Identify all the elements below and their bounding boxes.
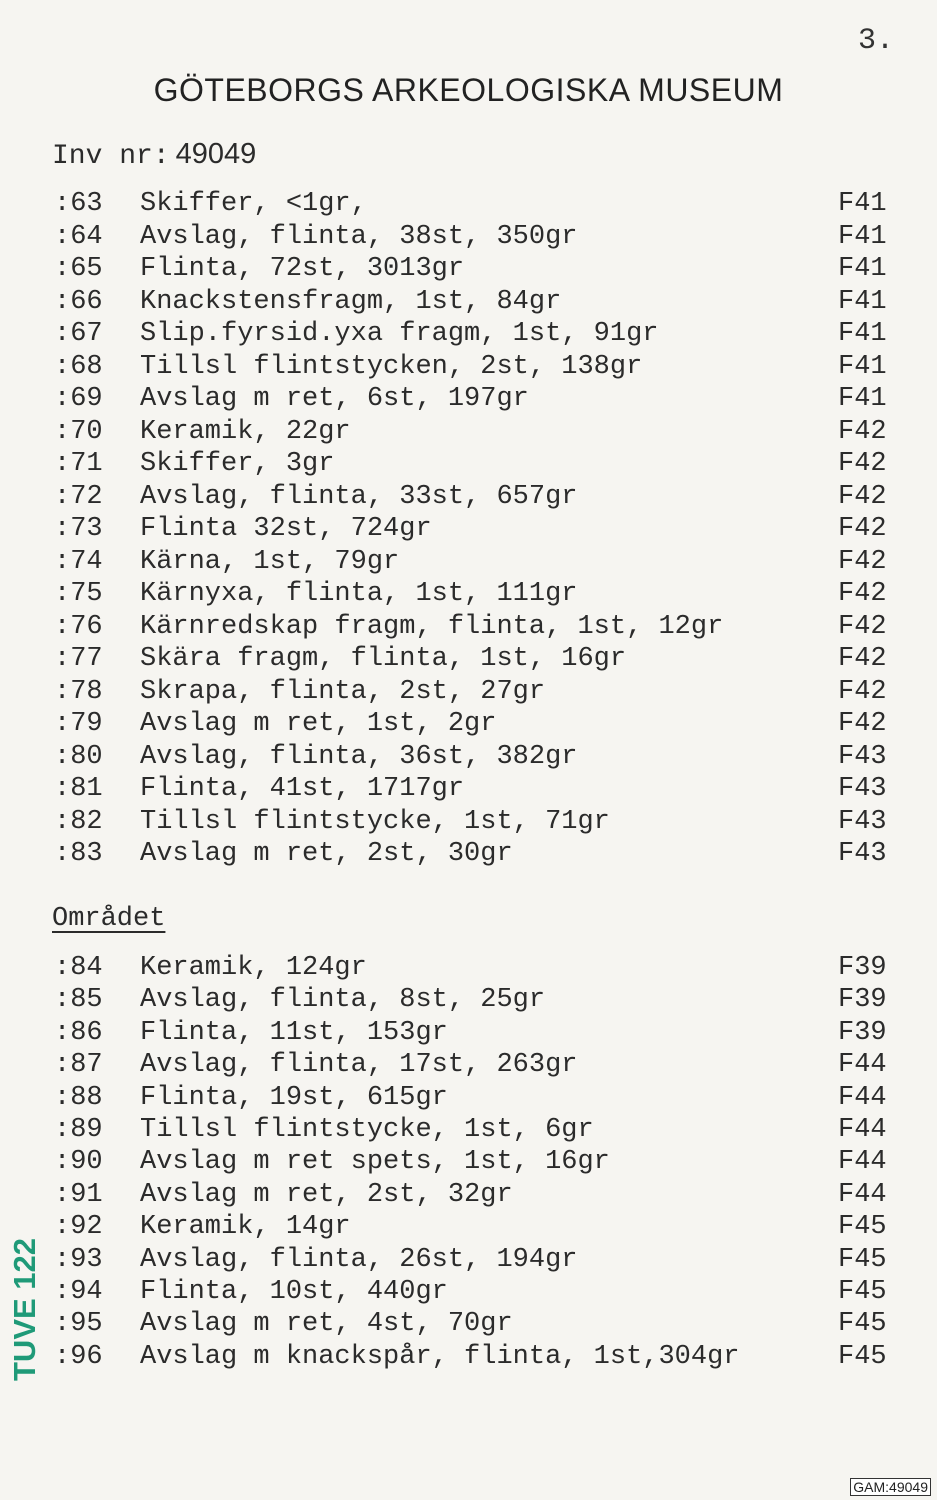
item-number: :73: [54, 514, 103, 544]
item-description: Flinta, 19st, 615gr: [140, 1082, 448, 1113]
item-code: F41: [838, 189, 887, 219]
item-description: Avslag, flinta, 26st, 194gr: [140, 1244, 578, 1275]
item-number: :84: [54, 953, 103, 983]
item-code: F41: [838, 384, 887, 414]
item-code: F43: [838, 839, 887, 869]
list-item: [0, 448, 937, 480]
item-description: Avslag, flinta, 36st, 382gr: [140, 741, 578, 772]
item-number: :82: [54, 806, 103, 837]
list-item: [0, 1082, 937, 1114]
item-number: :69: [54, 384, 103, 414]
list-item: [0, 984, 937, 1016]
item-description: Keramik, 124gr: [140, 953, 367, 983]
item-description: Avslag, flinta, 38st, 350gr: [140, 221, 578, 252]
item-number: :64: [54, 221, 103, 252]
item-number: :72: [54, 481, 103, 512]
item-description: Tillsl flintstycke, 1st, 6gr: [140, 1115, 594, 1145]
item-number: :68: [54, 351, 103, 382]
item-description: Tillsl flintstycken, 2st, 138gr: [140, 351, 643, 382]
page-number: 3.: [858, 24, 895, 58]
item-description: Avslag, flinta, 33st, 657gr: [140, 481, 578, 512]
item-code: F41: [838, 254, 887, 284]
item-description: Avslag m ret, 2st, 32gr: [140, 1179, 513, 1210]
list-item: [0, 286, 937, 318]
reference-id: GAM:49049: [850, 1478, 931, 1496]
item-description: Flinta, 72st, 3013gr: [140, 254, 465, 284]
item-description: Flinta, 11st, 153gr: [140, 1017, 448, 1048]
list-item: [0, 773, 937, 805]
item-number: :71: [54, 449, 103, 479]
item-description: Skära fragm, flinta, 1st, 16gr: [140, 644, 627, 674]
list-item: [0, 318, 937, 350]
item-number: :83: [54, 839, 103, 869]
item-code: F39: [838, 953, 887, 983]
item-number: :81: [54, 774, 103, 804]
item-number: :63: [54, 189, 103, 219]
list-item: [0, 708, 937, 740]
item-description: Flinta, 10st, 440gr: [140, 1277, 448, 1307]
item-number: :94: [54, 1277, 103, 1307]
item-description: Flinta, 41st, 1717gr: [140, 774, 465, 804]
item-code: F39: [838, 1017, 887, 1048]
list-item: [0, 611, 937, 643]
item-code: F42: [838, 481, 887, 512]
item-number: :89: [54, 1115, 103, 1145]
list-item: [0, 676, 937, 708]
item-description: Avslag m ret, 2st, 30gr: [140, 839, 513, 869]
list-item: [0, 1114, 937, 1146]
item-number: :85: [54, 985, 103, 1016]
item-description: Keramik, 22gr: [140, 416, 351, 447]
list-item: [0, 253, 937, 285]
item-code: F45: [838, 1341, 887, 1372]
item-code: F44: [838, 1147, 887, 1178]
list-item: [0, 1017, 937, 1049]
item-number: :67: [54, 319, 103, 349]
item-number: :76: [54, 611, 103, 642]
item-description: Slip.fyrsid.yxa fragm, 1st, 91gr: [140, 319, 659, 349]
list-item: [0, 383, 937, 415]
item-description: Avslag m ret, 6st, 197gr: [140, 384, 529, 414]
item-code: F42: [838, 611, 887, 642]
item-description: Skiffer, <1gr,: [140, 189, 367, 219]
item-description: Tillsl flintstycke, 1st, 71gr: [140, 806, 610, 837]
item-description: Kärnyxa, flinta, 1st, 111gr: [140, 579, 578, 609]
item-description: Avslag, flinta, 17st, 263gr: [140, 1050, 578, 1081]
inventory-line: [52, 138, 256, 172]
list-item: [0, 1179, 937, 1211]
item-code: F45: [838, 1244, 887, 1275]
item-number: :75: [54, 579, 103, 609]
item-description: Skiffer, 3gr: [140, 449, 335, 479]
item-description: Avslag m knackspår, flinta, 1st,304gr: [140, 1341, 740, 1372]
item-code: F45: [838, 1212, 887, 1243]
item-description: Kärna, 1st, 79gr: [140, 546, 400, 577]
museum-heading: GÖTEBORGS ARKEOLOGISKA MUSEUM: [153, 72, 784, 108]
item-code: F44: [838, 1179, 887, 1210]
item-number: :96: [54, 1341, 103, 1372]
item-code: F39: [838, 985, 887, 1016]
list-item: [0, 1146, 937, 1178]
item-code: F45: [838, 1309, 887, 1340]
list-item: [0, 578, 937, 610]
item-code: F43: [838, 774, 887, 804]
list-item: [0, 481, 937, 513]
list-item: [0, 188, 937, 220]
item-description: Avslag, flinta, 8st, 25gr: [140, 985, 546, 1016]
item-code: F45: [838, 1277, 887, 1307]
list-item: [0, 741, 937, 773]
list-item: [0, 1049, 937, 1081]
list-item: [0, 643, 937, 675]
item-code: F42: [838, 644, 887, 674]
item-code: F44: [838, 1050, 887, 1081]
item-code: F42: [838, 579, 887, 609]
item-description: Skrapa, flinta, 2st, 27gr: [140, 676, 546, 707]
list-item: [0, 546, 937, 578]
item-description: Avslag m ret, 1st, 2gr: [140, 709, 497, 739]
item-number: :77: [54, 644, 103, 674]
list-item: [0, 416, 937, 448]
list-item: [0, 1244, 937, 1276]
item-description: Avslag m ret spets, 1st, 16gr: [140, 1147, 610, 1178]
item-number: :66: [54, 286, 103, 317]
item-description: Avslag m ret, 4st, 70gr: [140, 1309, 513, 1340]
item-code: F43: [838, 741, 887, 772]
list-item: [0, 838, 937, 870]
list-item: [0, 1211, 937, 1243]
inventory-label: Inv nr:: [52, 141, 170, 172]
list-item: [0, 513, 937, 545]
item-number: :79: [54, 709, 103, 739]
list-item: [0, 952, 937, 984]
inventory-number: 49049: [175, 138, 257, 170]
item-number: :88: [54, 1082, 103, 1113]
item-number: :87: [54, 1050, 103, 1081]
item-code: F42: [838, 676, 887, 707]
item-code: F41: [838, 286, 887, 317]
item-number: :70: [54, 416, 103, 447]
section-label: Området: [52, 904, 166, 934]
item-description: Knackstensfragm, 1st, 84gr: [140, 286, 562, 317]
item-number: :93: [54, 1244, 103, 1275]
list-item: [0, 351, 937, 383]
list-item: [0, 221, 937, 253]
item-code: F41: [838, 319, 887, 349]
item-code: F41: [838, 221, 887, 252]
item-number: :91: [54, 1179, 103, 1210]
item-code: F42: [838, 709, 887, 739]
item-code: F42: [838, 546, 887, 577]
item-code: F42: [838, 416, 887, 447]
site-stamp: TUVE 122: [7, 1237, 42, 1381]
item-code: F42: [838, 514, 887, 544]
item-code: F43: [838, 806, 887, 837]
item-number: :95: [54, 1309, 103, 1340]
item-number: :74: [54, 546, 103, 577]
item-number: :80: [54, 741, 103, 772]
list-item: [0, 1308, 937, 1340]
list-item: [0, 1276, 937, 1308]
item-code: F41: [838, 351, 887, 382]
item-number: :78: [54, 676, 103, 707]
item-number: :65: [54, 254, 103, 284]
item-code: F44: [838, 1115, 887, 1145]
list-item: [0, 806, 937, 838]
item-number: :92: [54, 1212, 103, 1243]
item-number: :90: [54, 1147, 103, 1178]
item-number: :86: [54, 1017, 103, 1048]
item-description: Kärnredskap fragm, flinta, 1st, 12gr: [140, 611, 724, 642]
item-code: F44: [838, 1082, 887, 1113]
item-description: Flinta 32st, 724gr: [140, 514, 432, 544]
item-description: Keramik, 14gr: [140, 1212, 351, 1243]
item-code: F42: [838, 449, 887, 479]
list-item: [0, 1341, 937, 1373]
